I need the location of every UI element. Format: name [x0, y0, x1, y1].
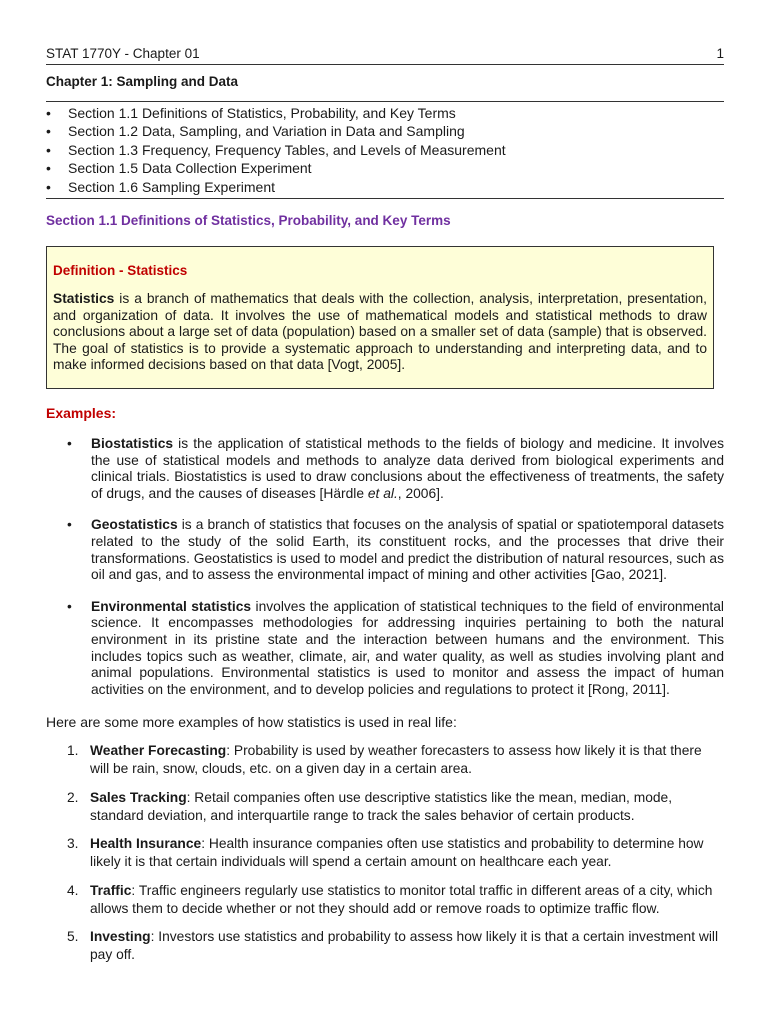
definition-term: Statistics [53, 291, 115, 306]
example-term: Geostatistics [91, 517, 178, 533]
example-text: is the application of statistical methods to the fields of biology and medicine. It involves the use of statistical models and methods to analyze data derived from biological experiments and clinical trials. Biostatistics is used to draw conclusions about the effectiveness of treatments, the safety of drugs, and the causes of diseases [Härdle [91, 436, 724, 501]
uses-list [46, 742, 724, 975]
header-page-number: 1 [716, 46, 724, 61]
chapter-title: Chapter 1: Sampling and Data [46, 74, 239, 89]
example-text: involves the application of statistical techniques to the field of environmental science. It encompasses methodologies for addressing inquiries pertaining to both the natural environment in its pristine state and the interaction between humans and the environment. This includes topics such as weather, climate, air, and water quality, as well as studies involving plant and animal populations. Environmental statistics is used to monitor and assess the impact of human activities on the environment, and to develop policies and regulations to protect it [Rong, 2011]. [91, 598, 724, 697]
example-text: is a branch of statistics that focuses on the analysis of spatial or spatiotemporal datasets related to the study of the solid Earth, its constituent rocks, and the processes that drive their transformations. Geostatistics is used to model and predict the distribution of natural resources, such as oil and gas, and to assess the environmental impact of mining and other activities [Gao, 2021]. [91, 517, 724, 583]
toc-item: • Section 1.5 Data Collection Experiment [46, 159, 506, 177]
use-text: : Investors use statistics and probability to assess how likely it is that a certain investment will pay off. [90, 929, 719, 962]
uses-intro: Here are some more examples of how statistics is used in real life: [46, 714, 457, 730]
use-text: : Probability is used by weather forecasters to assess how likely it is that there will be rain, snow, clouds, etc. on a given day in a certain area. [90, 743, 702, 776]
definition-text [53, 291, 707, 374]
definition-box [46, 246, 714, 389]
use-term: Health Insurance [90, 836, 202, 851]
use-item [46, 835, 724, 871]
example-item [46, 599, 724, 699]
example-term: Biostatistics [91, 436, 174, 451]
use-number: 1. [67, 743, 79, 758]
toc-item: • Section 1.6 Sampling Experiment [46, 178, 506, 196]
use-number: 2. [67, 789, 79, 805]
example-italic: et al. [367, 485, 398, 501]
toc-item: • Section 1.1 Definitions of Statistics, Probability, and Key Terms [46, 104, 506, 122]
table-of-contents [46, 104, 506, 196]
section-heading: Section 1.1 Definitions of Statistics, Probability, and Key Terms [46, 213, 451, 228]
use-term: Weather Forecasting [90, 743, 227, 758]
use-number: 4. [67, 882, 79, 898]
use-text: : Health insurance companies often use statistics and probability to determine how likely it is that certain individuals will spend a certain amount on healthcare each year. [90, 836, 704, 869]
use-number: 3. [67, 836, 79, 851]
use-term: Sales Tracking [90, 789, 187, 805]
definition-body: is a branch of mathematics that deals with the collection, analysis, interpretation, presentation, and organization of data. It involves the use of mathematical models and statistical methods to draw conclusions about a large set of data (population) based on a smaller set of data (sample) that is observed. The goal of statistics is to provide a systematic approach to understanding and interpreting data, and to make informed decisions based on that data [Vogt, 2005]. [53, 291, 707, 373]
use-term: Traffic [90, 882, 132, 898]
example-text-after: , 2006]. [397, 485, 444, 501]
use-item [46, 789, 724, 825]
example-item [46, 517, 724, 583]
use-number: 5. [67, 929, 79, 944]
toc-divider-top [46, 101, 724, 102]
toc-item: • Section 1.2 Data, Sampling, and Variation in Data and Sampling [46, 122, 506, 140]
use-item [46, 928, 724, 964]
header-divider [46, 64, 724, 65]
use-text: : Traffic engineers regularly use statistics to monitor total traffic in different areas of a city, which allows them to decide whether or not they should add or remove roads to optimize traffic flow. [90, 882, 713, 916]
examples-heading: Examples: [46, 405, 117, 421]
header-course: STAT 1770Y - Chapter 01 [46, 46, 200, 61]
toc-divider-bottom [46, 198, 724, 199]
example-term: Environmental statistics [91, 598, 252, 614]
examples-list [46, 436, 724, 713]
use-item [46, 742, 724, 778]
definition-title: Definition - Statistics [53, 263, 188, 278]
use-item [46, 882, 724, 918]
toc-item: • Section 1.3 Frequency, Frequency Tables, and Levels of Measurement [46, 141, 506, 159]
example-item [46, 436, 724, 502]
use-text: : Retail companies often use descriptive statistics like the mean, median, mode, standard deviation, and interquartile range to track the sales behavior of certain products. [90, 789, 673, 823]
page-header [46, 46, 724, 62]
use-term: Investing [90, 929, 151, 944]
